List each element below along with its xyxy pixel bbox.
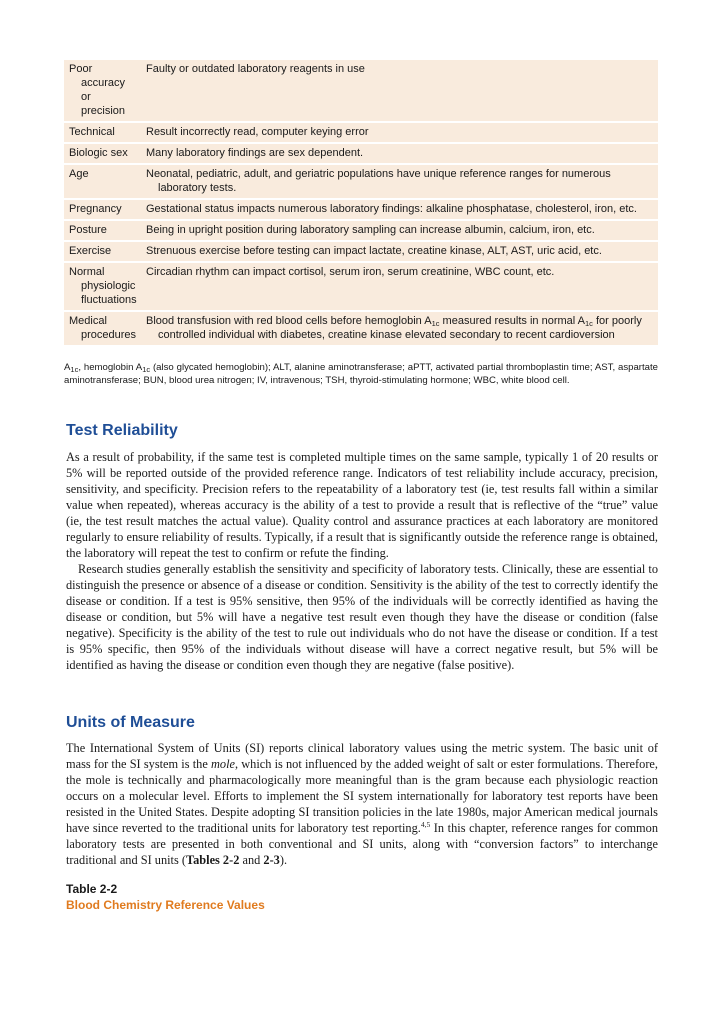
factor-cell: Technical — [64, 123, 141, 142]
table-label: Table 2-2 — [66, 882, 118, 896]
factor-cell: Poor accuracy or precision — [64, 60, 141, 121]
factor-cell: Pregnancy — [64, 200, 141, 219]
table-row — [64, 144, 658, 163]
description-cell: Many laboratory findings are sex dependent. — [141, 144, 658, 163]
factor-cell: Medical procedures — [64, 312, 141, 345]
description-cell: Being in upright position during laboratory sampling can increase albumin, calcium, iron, etc. — [141, 221, 658, 240]
table-row — [64, 165, 658, 198]
factor-cell: Age — [64, 165, 141, 198]
description-cell: Circadian rhythm can impact cortisol, serum iron, serum creatinine, WBC count, etc. — [141, 263, 658, 310]
factor-cell: Exercise — [64, 242, 141, 261]
factor-cell: Normal physiologic fluctuations — [64, 263, 141, 310]
description-cell: Blood transfusion with red blood cells before hemoglobin $A_{1c}$ measured results in normal $A_{1c}$ for poorly controlled individual with diabetes, creatine kinase elevated secondary to recent cardioversion — [141, 312, 658, 345]
table-row — [64, 312, 658, 345]
table-row — [64, 221, 658, 240]
units-of-measure-section — [66, 740, 658, 868]
description-cell: Strenuous exercise before testing can impact lactate, creatine kinase, ALT, AST, uric acid, etc. — [141, 242, 658, 261]
table-footnote: $A_{1c}$, hemoglobin $A_{1c}$ (also glycated hemoglobin); ALT, alanine aminotransferase; aPTT, activated partial thromboplastin time; AST, aspartate aminotransferase; BUN, blood urea nitrogen; IV, intravenous; TSH, thyroid-stimulating hormone; WBC, white blood cell. — [64, 362, 658, 386]
table-row — [64, 60, 658, 121]
paragraph: As a result of probability, if the same test is completed multiple times on the same sample, typically 1 of 20 results or 5% will be reported outside of the provided reference range. Indicators of test reliability include accuracy, precision, sensitivity, and specificity. Precision refers to the repeatability of a laboratory test (ie, test results fall within a similar value when repeated), whereas accuracy is the ability of a test to provide a result that is reflective of the “true” value (ie, the test result matches the actual value). Quality control and assurance practices at each laboratory are monitored regularly to ensure reliability of results. Typically, if a result that is significantly outside the reference range is obtained, the laboratory will repeat the test to confirm or refute the finding. — [66, 450, 658, 560]
table-reference-link[interactable]: 2-3 — [263, 853, 280, 867]
description-cell: Faulty or outdated laboratory reagents in use — [141, 60, 658, 121]
description-cell: Neonatal, pediatric, adult, and geriatric populations have unique reference ranges for numerous laboratory tests. — [141, 165, 658, 198]
units-of-measure-heading: Units of Measure — [66, 714, 195, 731]
test-reliability-heading: Test Reliability — [66, 422, 178, 439]
factor-cell: Posture — [64, 221, 141, 240]
factor-cell: Biologic sex — [64, 144, 141, 163]
laboratory-factors-table — [64, 58, 658, 347]
paragraph: The International System of Units (SI) reports clinical laboratory values using the metric system. The basic unit of mass for the SI system is the mole, which is not influenced by the added weight of salt or ester formulations. Therefore, the mole is technically and pharmacologically more meaningful than is the gram because each physiologic reaction occurs on a molecular level. Efforts to implement the SI system internationally for laboratory test reports have been resisted in the United States. Despite adopting SI transition policies in the late 1980s, major American medical journals have since reverted to the traditional units for laboratory test reporting.$^{4,5}$ In this chapter, reference ranges for common laboratory tests are presented in both conventional and SI units, along with “conversion factors” to interchange traditional and SI units (Tables 2-2 and 2-3). — [66, 741, 658, 867]
paragraph: Research studies generally establish the sensitivity and specificity of laboratory tests. Clinically, these are essential to distinguish the presence or absence of a disease or condition. Sensitivity is the ability of the test to correctly identify the disease or condition. If a test is 95% sensitive, then 95% of the individuals will be correctly identified as having the disease or condition, but 5% will have a negative test result even though they have the disease or condition (false negative). Specificity is the ability of the test to rule out individuals who do not have the disease or condition. If a test is 95% specific, then 95% of the individuals without disease will have a correct negative result, but 5% will be identified as having the disease or condition even though they are negative (false positive). — [66, 562, 659, 672]
table-row — [64, 263, 658, 310]
table-reference-link[interactable]: Tables 2-2 — [186, 853, 240, 867]
description-cell: Result incorrectly read, computer keying error — [141, 123, 658, 142]
table-title: Blood Chemistry Reference Values — [66, 898, 265, 912]
description-cell: Gestational status impacts numerous laboratory findings: alkaline phosphatase, cholesterol, iron, etc. — [141, 200, 658, 219]
test-reliability-section — [66, 449, 658, 673]
table-row — [64, 200, 658, 219]
table-row — [64, 242, 658, 261]
table-row — [64, 123, 658, 142]
